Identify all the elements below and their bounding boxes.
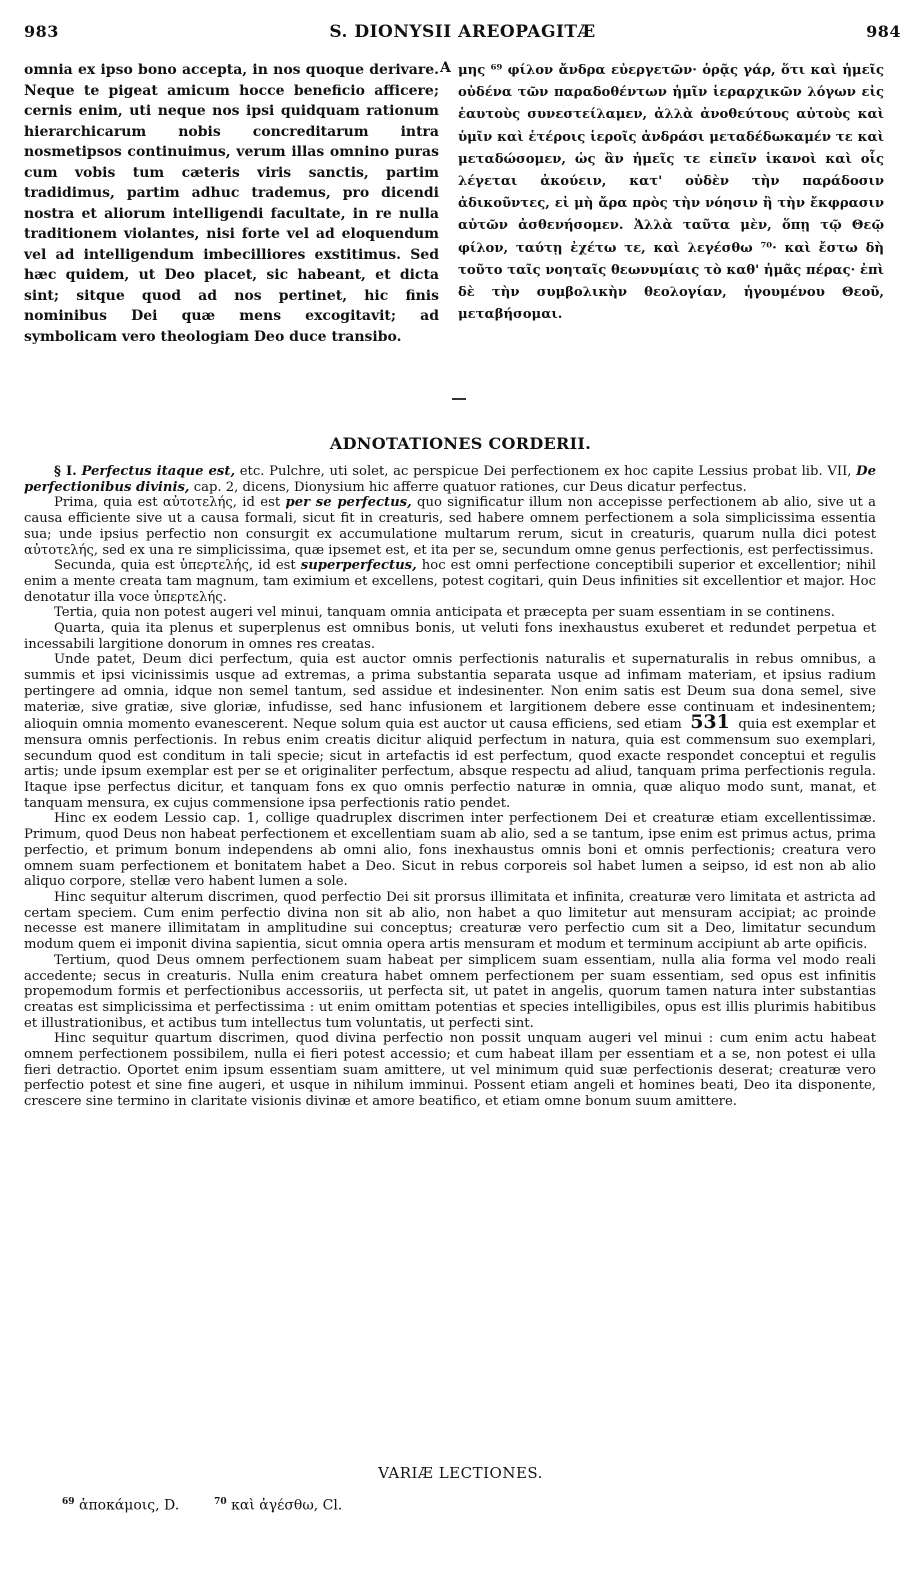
variae-lectiones — [62, 1497, 342, 1514]
annotation-text: Prima, quia est αὐτοτελής, id est — [54, 495, 281, 511]
term: superperfectus, — [300, 558, 417, 574]
footnote-number: 70 — [214, 1497, 227, 1507]
annotation-paragraph — [24, 464, 876, 495]
variant-reading: καὶ ἀγέσθω, Cl. — [231, 1497, 343, 1514]
running-title: S. DIONYSII AREOPAGITÆ — [329, 22, 596, 42]
footnote-number: 69 — [62, 1497, 75, 1507]
page-number-left: 983 — [24, 22, 59, 41]
work-title: De perfectionibus divinis, — [24, 464, 876, 495]
annotation-text: quo significatur illum non accepisse perfectionem ab alio, sive ut a causa efficiente sive ut a causa formali, sicut fit in creaturis, sed habere omnem perfectionem a sola simplicissima essentia sua; unde ipsius perfectio non consurgit ex accumulatione multarum rerum, sicut in creaturis, quarum nulla dici potest αὐτοτελής, sed ex una re simplicissima, quæ ipsemet est, et ita per se, secundum omne genus perfectionis, est perfectissimus. — [24, 495, 877, 558]
section-mark: § I. — [54, 464, 77, 479]
annotations-body — [24, 464, 876, 1110]
variae-lectiones-heading: VARIÆ LECTIONES. — [378, 1464, 543, 1482]
running-header — [24, 22, 901, 46]
latin-column — [24, 60, 439, 347]
term: per se perfectus, — [285, 495, 412, 511]
annotation-paragraph: Tertium, quod Deus omnem perfectionem suam habeat per simplicem suam essentiam, nulla alia forma vel modo reali accedente; secus in creaturis. Nulla enim creatura habet omnem perfectionem per suam essentiam, sed opus est infinitis propemodum formis et perfectionibus accessoriis, ut perfecta sit, ut patet in angelis, quorum tamen natura inter substantias creatas est simplicissima et perfectissima : ut enim omittam potentias et species intelligibiles, opus est illis plurimis habitibus et illustrationibus, et actibus tum intellectus tum voluntatis, ut perfecti sint. — [24, 952, 876, 1031]
annotation-paragraph: Quarta, quia ita plenus et superplenus est omnibus bonis, ut veluti fons inexhaustus exuberet et redundet perpetua et incessabili largitione donorum in omnes res creatas. — [24, 621, 876, 652]
annotation-text: cap. 2, dicens, Dionysium hic afferre quatuor rationes, cur Deus dicatur perfectus. — [193, 479, 747, 495]
greek-column — [458, 60, 884, 326]
annotation-text: Unde patet, Deum dici perfectum, quia est auctor omnis perfectionis naturalis et supernaturalis in rebus omnibus, a summis et ipsi vicinissimis usque ad extremas, a prima substantia separata usque ad infimam materiam, et ipsius radium pertingere ad omnia, idque non semel tantum, sed assidue et indesinenter. Non enim satis est Deum sua dona semel, sive materiæ, sive gratiæ, sive gloriæ, infudisse, sed hanc infusionem et largitionem debere esse continuam et indesinentem; alioquin omnia momento evanescerent. Neque solum quia est auctor ut causa efficiens, sed etiam — [24, 652, 876, 733]
page-number-right: 984 — [866, 22, 901, 41]
annotation-paragraph — [24, 652, 876, 811]
annotation-paragraph: Hinc sequitur alterum discrimen, quod perfectio Dei sit prorsus illimitata et infinita, creaturæ vero limitata et astricta ad certam speciem. Cum enim perfectio divina non sit ab alio, non habet a quo limitetur aut mensuram accipiat; ac proinde necesse est manere illimitatam in amplitudine sui conceptus; creaturæ vero perfectio cum sit a Deo, limitatur secundum modum quem ei imponit divina sapientia, sicut omnia opera artis mensuram et modum et terminum accipiunt ab arte opificis. — [24, 889, 876, 953]
annotation-text: hoc est omni perfectione conceptibili superior et excellentior; nihil enim a mente creata tam magnum, tam eximium et excellens, potest cogitari, quin Deus infinities sit excellentior et major. Hoc denotatur illa voce ὑπερτελής. — [24, 558, 876, 605]
column-number: 531 — [690, 711, 730, 734]
annotations-heading: ADNOTATIONES CORDERII. — [329, 434, 592, 453]
annotation-paragraph — [24, 558, 876, 605]
annotation-paragraph: Tertia, quia non potest augeri vel minui, tanquam omnia anticipata et præcepta per suam essentiam in se continens. — [54, 605, 835, 621]
annotation-text: quia est exemplar et mensura omnis perfectionis. In rebus enim creatis dicitur aliquid perfectum in natura, quia est commensum suo exemplari, secundum quod est conditum in tali specie; sicut in artefactis id est perfectum, quod exacte respondet conceptui et regulis artis; unde ipsum exemplar est per se et originaliter perfectum, absque respectu ad aliud, tanquam prima perfectionis regula. Itaque ipse perfectus dicitur, et tanquam fons ex quo omnis perfectio naturæ in omnia, quæ aliquo modo sunt, manat, et tanquam mensura, ex cujus commensione ipsa perfectionis ratio pendet. — [24, 717, 876, 811]
section-separator — [452, 398, 466, 400]
annotation-paragraph: Hinc ex eodem Lessio cap. 1, collige quadruplex discrimen inter perfectionem Dei et creaturæ etiam excellentissimæ. Primum, quod Deus non habeat perfectionem et excellentiam suam ab alio, sed a se tantum, ipse enim est primus actus, prima perfectio, et primum bonum independens ab omni alio, fons inexhaustus omnis boni et omnis perfectionis; creatura vero omnem suam perfectionem et bonitatem habet a Deo. Sicut in rebus corporeis sol habet lumen a seipso, id est non ab alio aliquo corpore, stellæ vero habent lumen a sole. — [24, 811, 876, 890]
latin-paragraph: omnia ex ipso bono accepta, in nos quoque derivare. Neque te pigeat amicum hocce beneficio afficere; cernis enim, uti neque nos ipsi quidquam rationum hierarchicarum nobis concreditarum intra nosmetipsos continuimus, verum illas omnino puras cum vobis tum cæteris viris sanctis, partim tradidimus, partim adhuc trademus, pro dicendi nostra et aliorum intelligendi facultate, in re nulla traditionem violantes, nisi forte vel ad eloquendum vel ad intelligendum imbecilliores exstitimus. Sed hæc quidem, ut Deo placet, sic habeant, et dicta sint; sitque quod ad nos pertinet, hic finis nominibus Dei quæ mens excogitavit; ad symbolicam vero theologiam Deo duce transibo. — [24, 62, 439, 345]
variant-reading: ἀποκάμοις, D. — [78, 1497, 180, 1514]
annotation-text: Secunda, quia est ὑπερτελής, id est — [54, 558, 296, 574]
lemma: Perfectus itaque est, — [81, 464, 236, 479]
annotation-paragraph — [24, 495, 876, 558]
annotation-text: etc. Pulchre, uti solet, ac perspicue Dei perfectionem ex hoc capite Lessius probat lib. VII, — [239, 464, 852, 479]
annotation-paragraph: Hinc sequitur quartum discrimen, quod divina perfectio non possit unquam augeri vel minui : cum enim actu habeat omnem perfectionem possibilem, nulla ei fieri potest accessio; et cum habeat illam per essentiam et a se, non potest ei ulla fieri detractio. Oportet enim ipsum essentiam suam amittere, ut vel minimum quid suæ perfectionis deserat; creaturæ vero perfectio potest et sine fine augeri, et usque in nihilum imminui. Possent etiam angeli et homines beati, Deo ita disponente, crescere sine termino in claritate visionis divinæ et amore beatifico, et etiam omne bonum suum amittere. — [24, 1031, 876, 1110]
margin-letter: A — [440, 60, 451, 76]
greek-paragraph: μης ⁶⁹ φίλον ἄνδρα εὐεργετῶν· ὁρᾷς γάρ, ὅτι καὶ ἡμεῖς οὐδένα τῶν παραδοθέντων ἡμῖν ἱεραρχικῶν λόγων εἰς ἑαυτοὺς συνεστείλαμεν, ἀλλὰ ἀνοθεύτους αὐτοὺς καὶ ὑμῖν καὶ ἑτέροις ἱεροῖς ἀνδράσι μεταδέδωκαμέν τε καὶ μεταδώσομεν, ὡς ἂν ἡμεῖς τε εἰπεῖν ἱκανοὶ καὶ οἷς λέγεται ἀκούειν, κατ' οὐδὲν τὴν παράδοσιν ἀδικοῦντες, εἰ μὴ ἄρα πρὸς τὴν νόησιν ἢ τὴν ἔκφρασιν αὐτῶν ἀσθενήσομεν. Ἀλλὰ ταῦτα μὲν, ὅπῃ τῷ Θεῷ φίλον, ταύτῃ ἐχέτω τε, καὶ λεγέσθω ⁷⁰· καὶ ἔστω δὴ τοῦτο ταῖς νοηταῖς θεωνυμίαις τὸ καθ' ἡμᾶς πέρας· ἐπὶ δὲ τὴν συμβολικὴν θεολογίαν, ἡγουμένου Θεοῦ, μεταβήσομαι. — [458, 63, 884, 323]
